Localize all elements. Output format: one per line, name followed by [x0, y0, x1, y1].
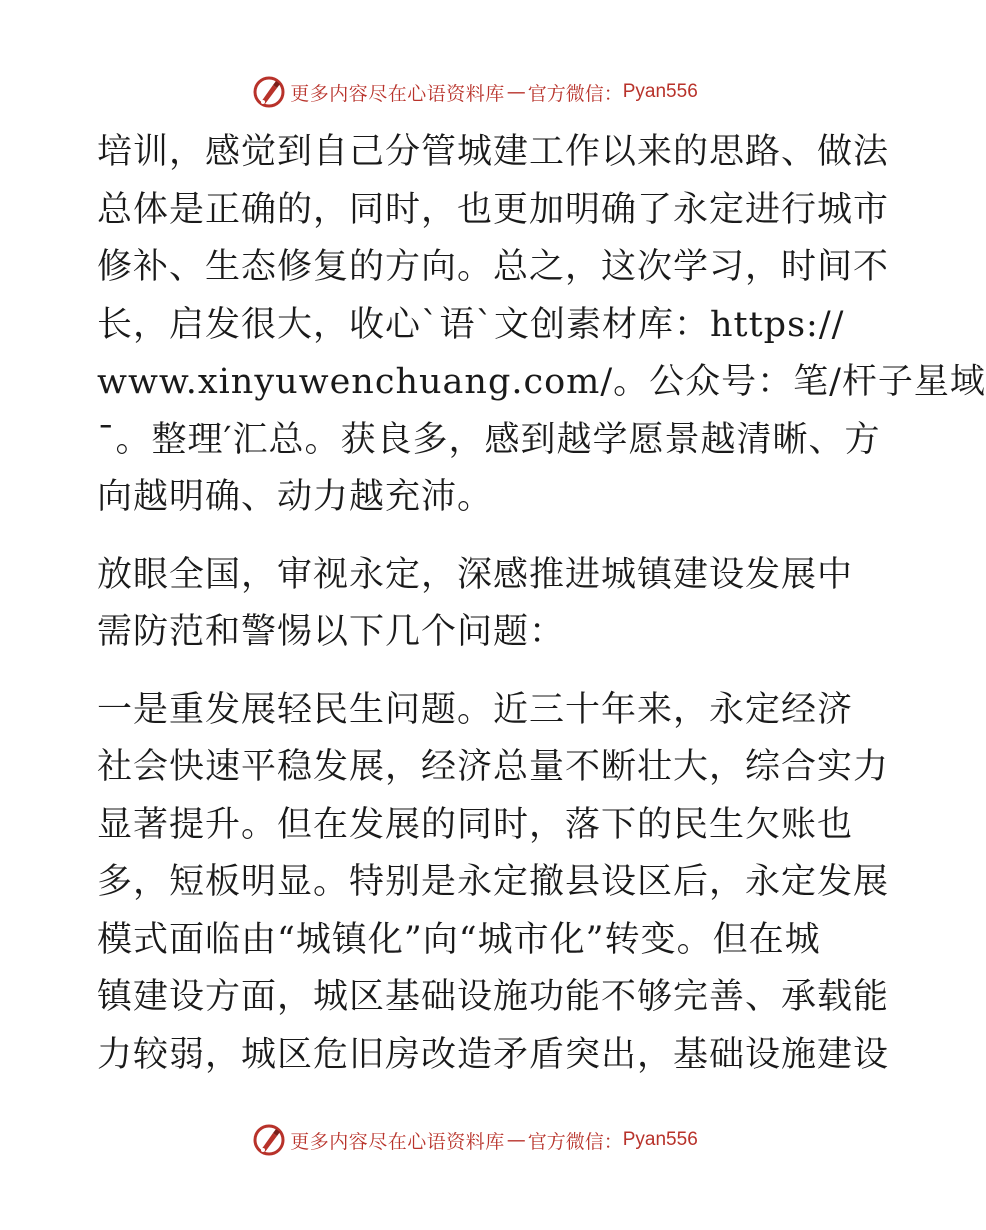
text-line: 社会快速平稳发展，经济总量不断壮大，综合实力: [97, 747, 890, 787]
paragraph-1: [97, 124, 986, 527]
text-line: 力较弱，城区危旧房改造矛盾突出，基础设施建设: [97, 1034, 890, 1075]
header-wechat-id: Pyan556: [622, 81, 698, 102]
text-line: ¯。整理′汇总。获良多，感到越学愿景越清晰、方: [97, 419, 881, 460]
footer-wechat-label: 官方微信：: [527, 1130, 623, 1153]
text-line: 镇建设方面，城区基础设施功能不够完善、承载能: [97, 977, 890, 1017]
text-line: 需防范和警惕以下几个问题：: [97, 612, 566, 652]
text-line: 多，短板明显。特别是永定撤县设区后，永定发展: [97, 862, 890, 902]
text-line: 放眼全国，审视永定，深感推进城镇建设发展中: [97, 554, 854, 595]
document-body: [97, 124, 986, 1084]
text-line: 长，启发很大，收心ˋ语ˋ文创素材库：https://: [97, 304, 845, 345]
pen-logo-icon: [252, 1123, 286, 1157]
text-line: 培训，感觉到自己分管城建工作以来的思路、做法: [97, 132, 890, 172]
header-wechat-label: 官方微信：: [527, 82, 623, 105]
footer-banner-separator: —: [506, 1129, 526, 1151]
text-line: 总体是正确的，同时，也更加明确了永定进行城市: [97, 189, 890, 230]
footer-wechat-id: Pyan556: [622, 1129, 698, 1150]
header-banner-text: 更多内容尽在心语资料库: [290, 82, 505, 105]
header-banner-separator: —: [506, 81, 526, 103]
paragraph-gap: [97, 527, 857, 547]
footer-banner: [0, 1120, 950, 1160]
paragraph-3: [97, 682, 890, 1085]
text-line: www.xinyuwenchuang.com/。公众号：笔/杆子星域: [97, 362, 986, 402]
text-line: 修补、生态修复的方向。总之，这次学习，时间不: [97, 247, 890, 287]
paragraph-gap: [97, 662, 857, 682]
pen-logo-icon: [252, 75, 286, 109]
text-line: 向越明确、动力越充沛。: [97, 477, 494, 517]
footer-banner-text: 更多内容尽在心语资料库: [290, 1130, 505, 1153]
text-line: 显著提升。但在发展的同时，落下的民生欠账也: [97, 804, 854, 845]
header-banner: [0, 72, 950, 112]
paragraph-2: [97, 547, 857, 662]
text-line: 模式面临由“城镇化”向“城市化”转变。但在城: [97, 919, 821, 960]
text-line: 一是重发展轻民生问题。近三十年来，永定经济: [97, 689, 854, 730]
